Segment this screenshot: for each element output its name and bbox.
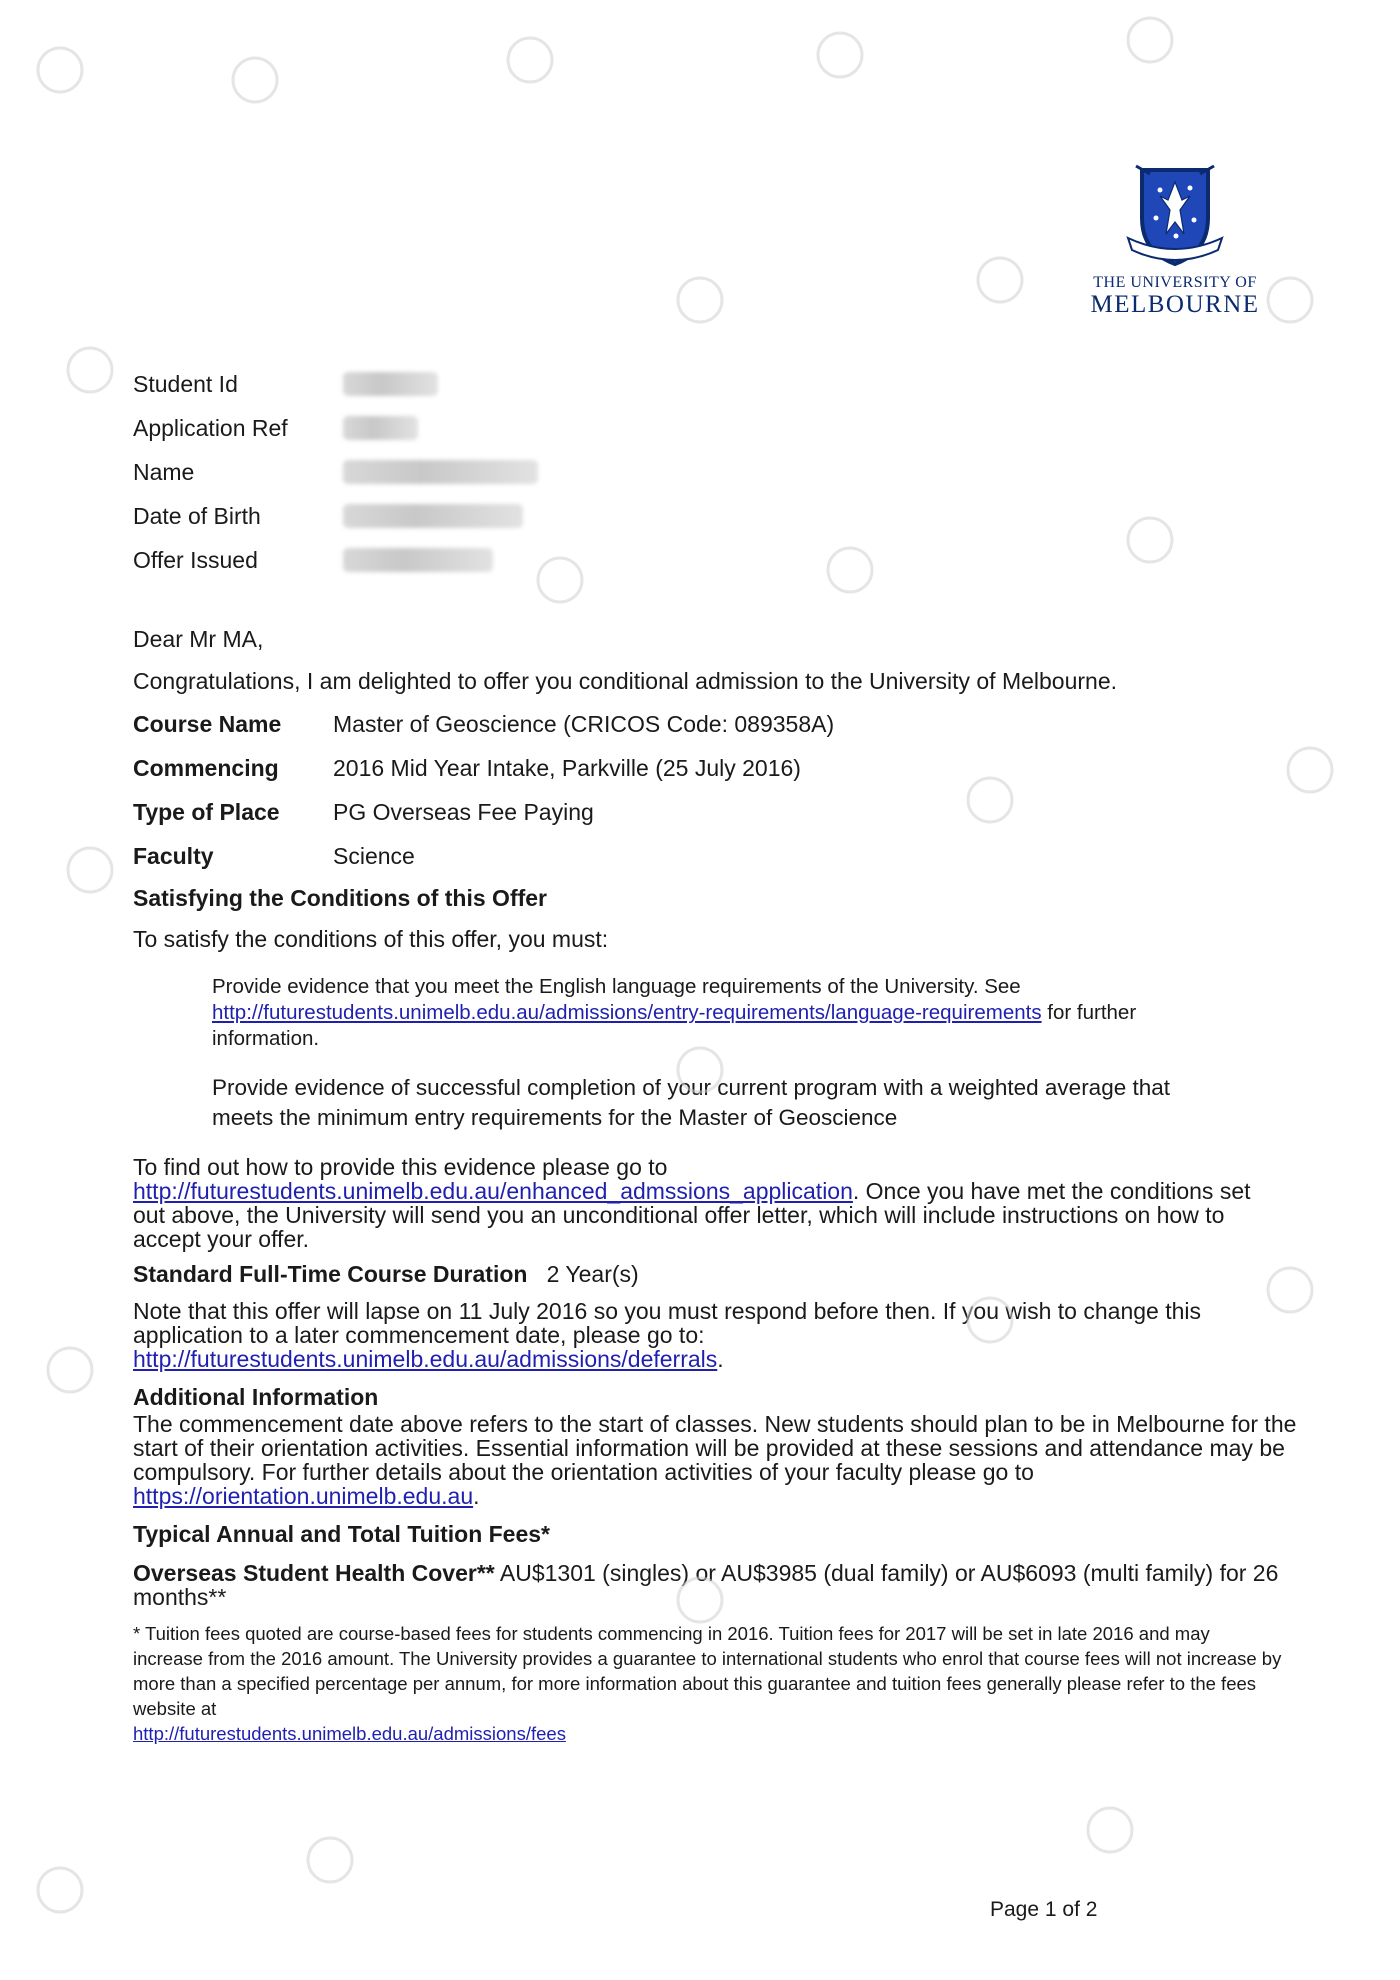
additional-info-heading: Additional Information: [133, 1384, 379, 1410]
conditions-lead: To satisfy the conditions of this offer, you must:: [133, 926, 609, 952]
detail-faculty: [133, 834, 1313, 878]
detail-value: PG Overseas Fee Paying: [333, 798, 594, 825]
redacted-value: [343, 416, 418, 440]
course-details: [133, 702, 1313, 878]
language-requirements-link[interactable]: http://futurestudents.unimelb.edu.au/admissions/entry-requirements/language-requirements: [212, 1001, 1042, 1024]
detail-value: Master of Geoscience (CRICOS Code: 089358A): [333, 710, 835, 737]
greeting: Dear Mr MA,: [133, 626, 264, 652]
condition-item-english: [212, 974, 1202, 1052]
tuition-footnote: [133, 1621, 1283, 1746]
detail-commencing: [133, 746, 1313, 790]
detail-label: Type of Place: [133, 798, 280, 825]
field-label: Name: [133, 458, 195, 485]
field-date-of-birth: [133, 494, 538, 538]
condition-text: Provide evidence that you meet the English language requirements of the University. See: [212, 975, 1021, 998]
field-label: Offer Issued: [133, 546, 258, 573]
tuition-fees-heading: Typical Annual and Total Tuition Fees*: [133, 1521, 551, 1547]
university-logo: [1085, 160, 1265, 318]
applicant-details: [133, 362, 538, 582]
field-label: Date of Birth: [133, 502, 261, 529]
additional-info-after: .: [473, 1483, 480, 1509]
redacted-value: [343, 372, 438, 396]
course-duration: [133, 1260, 1313, 1289]
redacted-value: [343, 504, 523, 528]
field-name: [133, 450, 538, 494]
intro-paragraph: Congratulations, I am delighted to offer you conditional admission to the University of Melbourne.: [133, 668, 1118, 694]
field-student-id: [133, 362, 538, 406]
detail-label: Faculty: [133, 842, 214, 869]
additional-info-text: The commencement date above refers to the start of classes. New students should plan to be in Melbourne for the start of their orientation activities. Essential information will be provided at these sessions and attendance may be compulsory. For further details about the orientation activities of your faculty please go to: [133, 1411, 1297, 1485]
crest-icon: [1120, 160, 1230, 270]
duration-label: Standard Full-Time Course Duration: [133, 1261, 528, 1287]
additional-info-paragraph: [133, 1412, 1313, 1508]
logo-line-2: MELBOURNE: [1090, 291, 1260, 318]
duration-value: 2 Year(s): [546, 1261, 639, 1287]
health-cover-paragraph: [133, 1561, 1303, 1609]
page-number: Page 1 of 2: [990, 1898, 1098, 1921]
detail-value: Science: [333, 842, 415, 869]
detail-course-name: [133, 702, 1313, 746]
orientation-link[interactable]: https://orientation.unimelb.edu.au: [133, 1483, 474, 1509]
lapse-text: Note that this offer will lapse on 11 July 2016 so you must respond before then. If you wish to change this application to a later commencement date, please go to:: [133, 1298, 1201, 1348]
evidence-paragraph: [133, 1155, 1283, 1251]
deferrals-link[interactable]: http://futurestudents.unimelb.edu.au/admissions/deferrals: [133, 1346, 718, 1372]
detail-value: 2016 Mid Year Intake, Parkville (25 July 2016): [333, 754, 801, 781]
field-label: Application Ref: [133, 414, 288, 441]
health-cover-text: AU$1301 (singles) or AU$3985 (dual family) or AU$6093 (multi family) for 26 months**: [133, 1560, 1279, 1610]
detail-label: Commencing: [133, 754, 279, 781]
redacted-value: [343, 548, 493, 572]
condition-text-after: for further information.: [212, 1001, 1137, 1050]
footnote-text: * Tuition fees quoted are course-based fees for students commencing in 2016. Tuition fees for 2017 will be set in late 2016 and may increase from the 2016 amount. The University provides a guarantee to international students who enrol that course fees will not increase by more than a specified percentage per annum, for more information about this guarantee and tuition fees generally please refer to the fees website at: [133, 1623, 1282, 1719]
field-label: Student Id: [133, 370, 238, 397]
redacted-value: [343, 460, 538, 484]
fees-link[interactable]: http://futurestudents.unimelb.edu.au/admissions/fees: [133, 1723, 566, 1744]
lapse-paragraph: [133, 1299, 1303, 1371]
logo-line-1: THE UNIVERSITY OF: [1093, 274, 1257, 291]
conditions-heading: Satisfying the Conditions of this Offer: [133, 885, 547, 911]
field-offer-issued: [133, 538, 538, 582]
condition-item-program: Provide evidence of successful completion of your current program with a weighted average that meets the minimum entry requirements for the Master of Geoscience: [212, 1074, 1171, 1130]
field-application-ref: [133, 406, 538, 450]
enhanced-admissions-link[interactable]: http://futurestudents.unimelb.edu.au/enhanced_admssions_application: [133, 1178, 853, 1204]
detail-type-of-place: [133, 790, 1313, 834]
evidence-text-after: . Once you have met the conditions set out above, the University will send you an unconditional offer letter, which will include instructions on how to accept your offer.: [133, 1178, 1251, 1252]
lapse-text-after: .: [717, 1346, 724, 1372]
health-cover-label: Overseas Student Health Cover**: [133, 1560, 495, 1586]
evidence-text: To find out how to provide this evidence please go to: [133, 1154, 668, 1180]
letter-body: [133, 625, 1313, 1746]
detail-label: Course Name: [133, 710, 282, 737]
